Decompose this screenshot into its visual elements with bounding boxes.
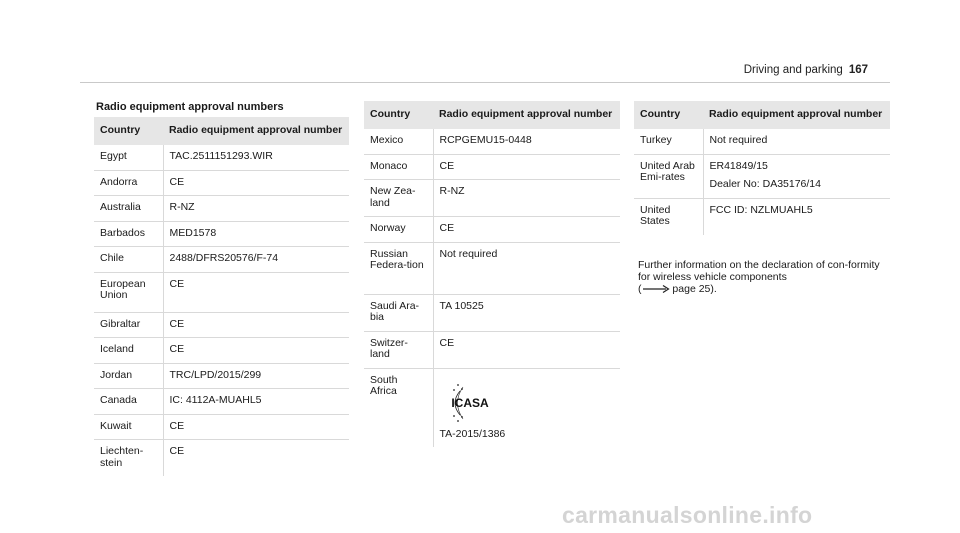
country-cell: Monaco <box>364 154 433 180</box>
number-header: Radio equipment approval number <box>703 101 890 129</box>
number-cell: CE <box>433 331 620 368</box>
country-header: Country <box>364 101 433 129</box>
icasa-logo-text: ICASA <box>450 395 489 410</box>
table-row <box>364 217 620 243</box>
table-header-row <box>364 101 620 129</box>
approval-table-1 <box>94 117 349 476</box>
country-cell: Barbados <box>94 221 163 247</box>
number-cell: TRC/LPD/2015/299 <box>163 363 349 389</box>
table-row <box>364 331 620 368</box>
number-cell: FCC ID: NZLMUAHL5 <box>709 203 813 216</box>
table-row <box>94 363 349 389</box>
country-cell: Gibraltar <box>94 312 163 338</box>
country-cell: South Africa <box>364 368 433 447</box>
table-row <box>634 154 890 198</box>
number-cell: R-NZ <box>163 196 349 222</box>
country-cell: European Union <box>94 272 163 312</box>
approval-table-3 <box>634 101 890 235</box>
number-cell: R-NZ <box>433 180 620 217</box>
country-cell: Jordan <box>94 363 163 389</box>
number-cell: CE <box>163 170 349 196</box>
country-cell: Saudi Ara-bia <box>364 294 433 331</box>
note-open-paren: ( <box>638 283 642 295</box>
country-cell: United Arab Emi-rates <box>634 154 703 198</box>
number-cell: MED1578 <box>163 221 349 247</box>
table-row <box>94 170 349 196</box>
table-row <box>94 196 349 222</box>
number-cell: CE <box>163 338 349 364</box>
number-cell: 2488/DFRS20576/F-74 <box>163 247 349 273</box>
country-header: Country <box>94 117 163 145</box>
arrow-right-icon <box>642 284 670 294</box>
country-cell: Liechten-stein <box>94 440 163 477</box>
number-cell: Not required <box>703 129 890 154</box>
table-row <box>364 129 620 154</box>
note-text: Further information on the declaration of con-formity for wireless vehicle components <box>638 259 880 283</box>
country-cell: Australia <box>94 196 163 222</box>
table-row <box>94 338 349 364</box>
country-cell: Switzer-land <box>364 331 433 368</box>
number-cell: Not required <box>433 242 620 294</box>
page-reference-link[interactable]: page 25). <box>672 283 717 295</box>
page-number: 167 <box>848 64 868 76</box>
country-cell: Mexico <box>364 129 433 154</box>
approval-table-2 <box>364 101 620 447</box>
icasa-logo-icon <box>440 381 500 425</box>
number-header: Radio equipment approval number <box>163 117 349 145</box>
table-row <box>94 414 349 440</box>
table-row <box>94 221 349 247</box>
country-cell: Chile <box>94 247 163 273</box>
table-header-row <box>634 101 890 129</box>
country-header: Country <box>634 101 703 129</box>
table-row <box>94 272 349 312</box>
number-header: Radio equipment approval number <box>433 101 620 129</box>
header-rule <box>80 82 890 83</box>
number-cell-value: TA-2015/1386 <box>439 427 506 440</box>
running-header <box>744 64 868 76</box>
table-row <box>94 440 349 477</box>
watermark: carmanualsonline.info <box>562 502 813 528</box>
table-row <box>364 242 620 294</box>
table-row <box>364 154 620 180</box>
declaration-note <box>638 259 888 295</box>
number-cell: CE <box>169 445 185 457</box>
dealer-number: Dealer No: DA35176/14 <box>709 178 821 190</box>
number-cell: TAC.2511151293.WIR <box>163 145 349 170</box>
table-row <box>94 389 349 415</box>
country-cell: New Zea-land <box>364 180 433 217</box>
table-row <box>364 368 620 447</box>
country-cell: Iceland <box>94 338 163 364</box>
number-cell: RCPGEMU15-0448 <box>433 129 620 154</box>
country-cell: Turkey <box>634 129 703 154</box>
number-cell: TA 10525 <box>433 294 620 331</box>
table-row <box>634 198 890 235</box>
table-row <box>364 180 620 217</box>
number-cell: CE <box>433 217 620 243</box>
number-cell <box>703 154 890 198</box>
number-cell: CE <box>163 414 349 440</box>
country-cell: Egypt <box>94 145 163 170</box>
section-title: Radio equipment approval numbers <box>96 101 284 113</box>
country-cell: Canada <box>94 389 163 415</box>
number-cell <box>433 368 620 447</box>
number-cell: CE <box>163 272 349 312</box>
table-header-row <box>94 117 349 145</box>
country-cell: Russian Federa-tion <box>364 242 433 294</box>
number-cell: IC: 4112A-MUAHL5 <box>163 389 349 415</box>
approval-number: ER41849/15 <box>709 159 768 172</box>
country-cell: United States <box>634 198 703 235</box>
number-cell: CE <box>163 312 349 338</box>
table-row <box>94 312 349 338</box>
country-cell: Andorra <box>94 170 163 196</box>
table-row <box>364 294 620 331</box>
running-title: Driving and parking <box>743 64 843 76</box>
number-cell: CE <box>433 154 620 180</box>
table-row <box>94 145 349 170</box>
country-cell: Kuwait <box>94 414 163 440</box>
country-cell: Norway <box>364 217 433 243</box>
table-row <box>94 247 349 273</box>
table-row <box>634 129 890 154</box>
